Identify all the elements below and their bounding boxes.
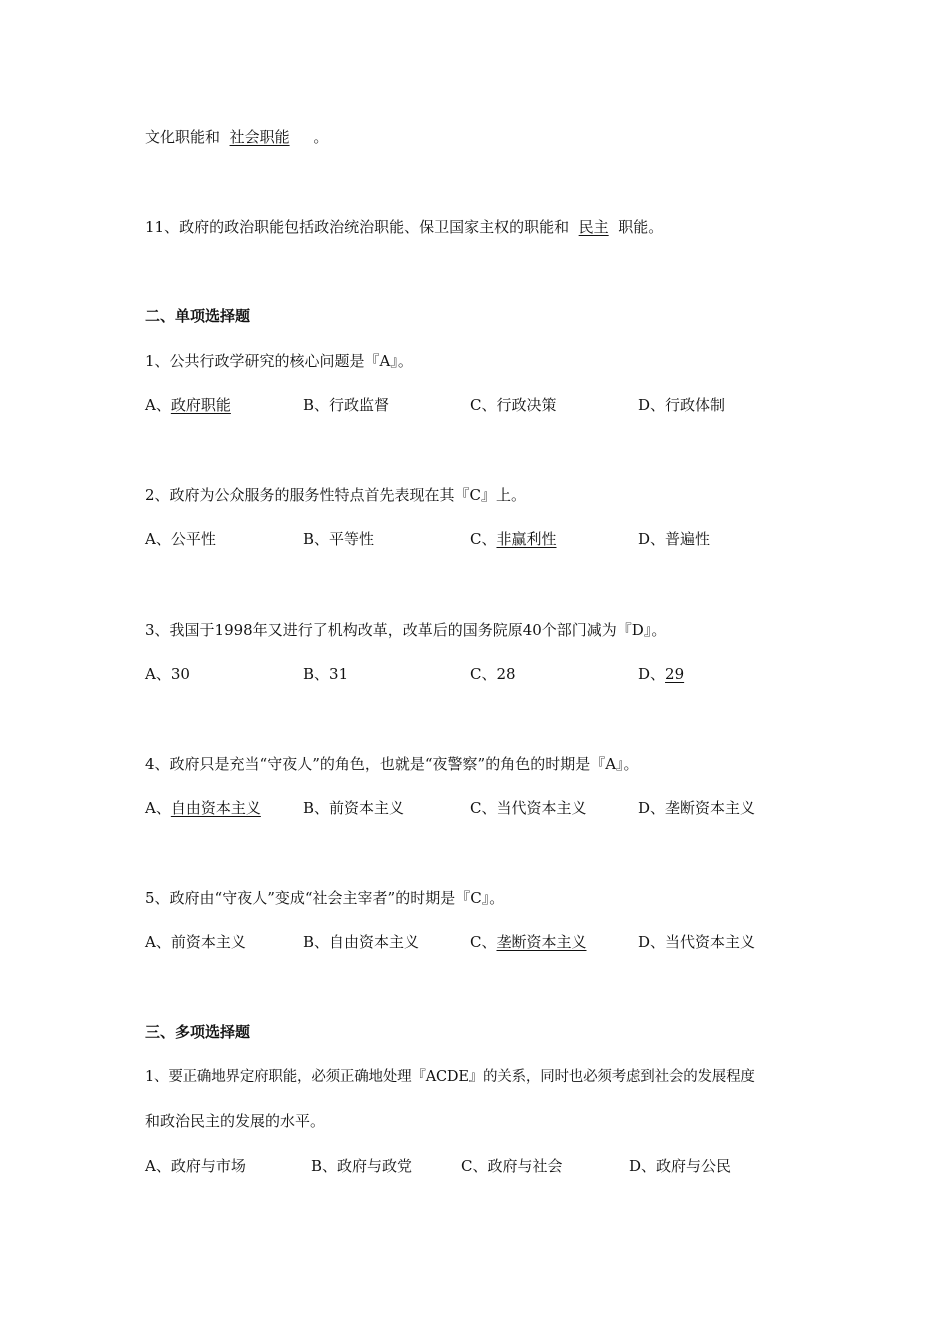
option-c: C、28 bbox=[470, 665, 516, 683]
option-row bbox=[145, 1156, 845, 1176]
section-heading-single-choice: 二、单项选择题 bbox=[145, 307, 251, 325]
question-stem: 2、政府为公众服务的服务性特点首先表现在其『C』上。 bbox=[145, 486, 527, 504]
option-c: C、当代资本主义 bbox=[470, 799, 587, 817]
option-a: A、前资本主义 bbox=[145, 933, 246, 951]
option-d: D、当代资本主义 bbox=[638, 933, 756, 951]
question-stem: 3、我国于1998年又进行了机构改革，改革后的国务院原40个部门减为『D』。 bbox=[145, 621, 667, 639]
option-a: A、政府与市场 bbox=[145, 1157, 246, 1175]
option-c: C、垄断资本主义 bbox=[470, 933, 587, 951]
option-a: A、政府职能 bbox=[145, 396, 231, 414]
question-stem: 5、政府由“守夜人”变成“社会主宰者”的时期是『C』。 bbox=[145, 889, 505, 907]
question-stem: 1、要正确地界定府职能，必须正确地处理『ACDE』的关系，同时也必须考虑到社会的发展程度 bbox=[145, 1069, 755, 1085]
question-stem: 4、政府只是充当“守夜人”的角色，也就是“夜警察”的角色的时期是『A』。 bbox=[145, 755, 639, 773]
option-b: B、前资本主义 bbox=[303, 799, 405, 817]
option-c: C、政府与社会 bbox=[461, 1157, 563, 1175]
option-row bbox=[145, 395, 845, 415]
fill-in-answer: 民主 bbox=[578, 218, 609, 236]
question-stem: 1、公共行政学研究的核心问题是『A』。 bbox=[145, 352, 413, 370]
option-d: D、垄断资本主义 bbox=[638, 799, 756, 817]
option-a: A、30 bbox=[145, 665, 190, 683]
option-d: D、政府与公民 bbox=[629, 1157, 732, 1175]
option-row bbox=[145, 529, 845, 549]
option-a: A、公平性 bbox=[145, 530, 216, 548]
option-b: B、行政监督 bbox=[303, 396, 390, 414]
option-d: D、普遍性 bbox=[638, 530, 711, 548]
option-row bbox=[145, 798, 845, 818]
option-d: D、29 bbox=[638, 665, 685, 683]
question-stem-continued: 和政治民主的发展的水平。 bbox=[145, 1112, 326, 1130]
option-b: B、31 bbox=[303, 665, 349, 683]
option-b: B、政府与政党 bbox=[311, 1157, 413, 1175]
option-c: C、行政决策 bbox=[470, 396, 557, 414]
option-row bbox=[145, 664, 845, 684]
fill-in-answer: 社会职能 bbox=[229, 128, 290, 146]
option-d: D、行政体制 bbox=[638, 396, 726, 414]
fill-in-text: 文化职能和 bbox=[145, 128, 221, 146]
option-b: B、平等性 bbox=[303, 530, 375, 548]
option-row bbox=[145, 932, 845, 952]
fill-in-text: 。 bbox=[313, 128, 329, 146]
option-b: B、自由资本主义 bbox=[303, 933, 420, 951]
question-stem: 职能。 bbox=[618, 218, 664, 236]
fill-in-line-culture bbox=[145, 127, 328, 147]
question-11 bbox=[145, 217, 663, 237]
section-heading-multiple-choice: 三、多项选择题 bbox=[145, 1023, 251, 1041]
question-stem: 11、政府的政治职能包括政治统治职能、保卫国家主权的职能和 bbox=[145, 218, 570, 236]
option-c: C、非赢利性 bbox=[470, 530, 557, 548]
option-a: A、自由资本主义 bbox=[145, 799, 261, 817]
